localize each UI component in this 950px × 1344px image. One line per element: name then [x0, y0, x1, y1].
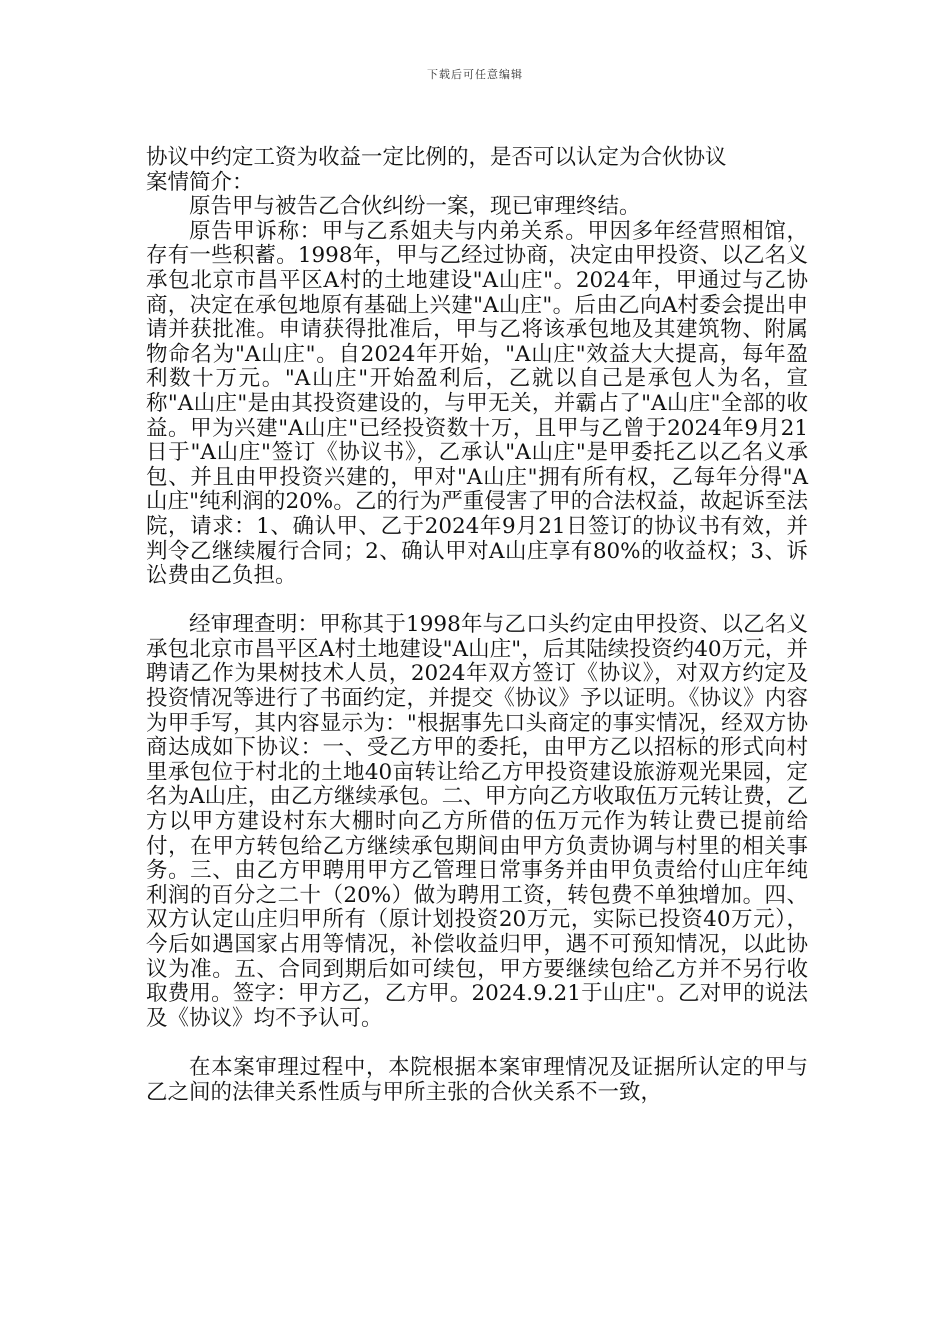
paragraph-plaintiff-claim: 原告甲诉称：甲与乙系姐夫与内弟关系。甲因多年经营照相馆，存有一些积蓄。1998年，甲与乙经过协商，决定由甲投资、以乙名义承包北京市昌平区A村的土地建设"A山庄"。2024年，甲通过与乙协商，决定在承包地原有基础上兴建"A山庄"。后由乙向A村委会提出申请并获批准。申请获得批准后，甲与乙将该承包地及其建筑物、附属物命名为"A山庄"。自2024年开始，"A山庄"效益大大提高，每年盈利数十万元。"A山庄"开始盈利后，乙就以自己是承包人为名，宣称"A山庄"是由其投资建设的，与甲无关，并霸占了"A山庄"全部的收益。甲为兴建"A山庄"已经投资数十万，且甲与乙曾于2024年9月21日于"A山庄"签订《协议书》，乙承认"A山庄"是甲委托乙以乙名义承包、并且由甲投资兴建的，甲对"A山庄"拥有所有权，乙每年分得"A山庄"纯利润的20%。乙的行为严重侵害了甲的合法权益，故起诉至法院，请求：1、确认甲、乙于2024年9月21日签订的协议书有效，并判令乙继续履行合同；2、确认甲对A山庄享有80%的收益权；3、诉讼费由乙负担。 — [146, 218, 808, 589]
paragraph-findings: 经审理查明：甲称其于1998年与乙口头约定由甲投资、以乙名义承包北京市昌平区A村土地建设"A山庄"，后其陆续投资约40万元，并聘请乙作为果树技术人员，2024年双方签订《协议》，对双方约定及投资情况等进行了书面约定，并提交《协议》予以证明。《协议》内容为甲手写，其内容显示为："根据事先口头商定的事实情况，经双方协商达成如下协议：一、受乙方甲的委托，由甲方乙以招标的形式向村里承包位于村北的土地40亩转让给乙方甲投资建设旅游观光果园，定名为A山庄，由乙方继续承包。二、甲方向乙方收取伍万元转让费，乙方以甲方建设村东大棚时向乙方所借的伍万元作为转让费已提前给付，在甲方转包给乙方继续承包期间由甲方负责协调与村里的相关事务。三、由乙方甲聘用甲方乙管理日常事务并由甲负责给付山庄年纯利润的百分之二十（20%）做为聘用工资，转包费不单独增加。四、双方认定山庄归甲所有（原计划投资20万元，实际已投资40万元），今后如遇国家占用等情况，补偿收益归甲，遇不可预知情况，以此协议为准。五、合同到期后如可续包，甲方要继续包给乙方并不另行收取费用。签字：甲方乙，乙方甲。2024.9.21于山庄"。乙对甲的说法及《协议》均不予认可。 — [146, 612, 808, 1031]
document-body — [146, 146, 808, 1105]
page-header-note: 下载后可任意编辑 — [427, 68, 523, 81]
paragraph-trial-process: 在本案审理过程中，本院根据本案审理情况及证据所认定的甲与乙之间的法律关系性质与甲所主张的合伙关系不一致， — [146, 1054, 808, 1105]
document-title: 协议中约定工资为收益一定比例的，是否可以认定为合伙协议 — [146, 145, 727, 170]
paragraph-summary: 原告甲与被告乙合伙纠纷一案，现已审理终结。 — [189, 194, 641, 220]
case-intro-label: 案情简介： — [146, 169, 254, 195]
